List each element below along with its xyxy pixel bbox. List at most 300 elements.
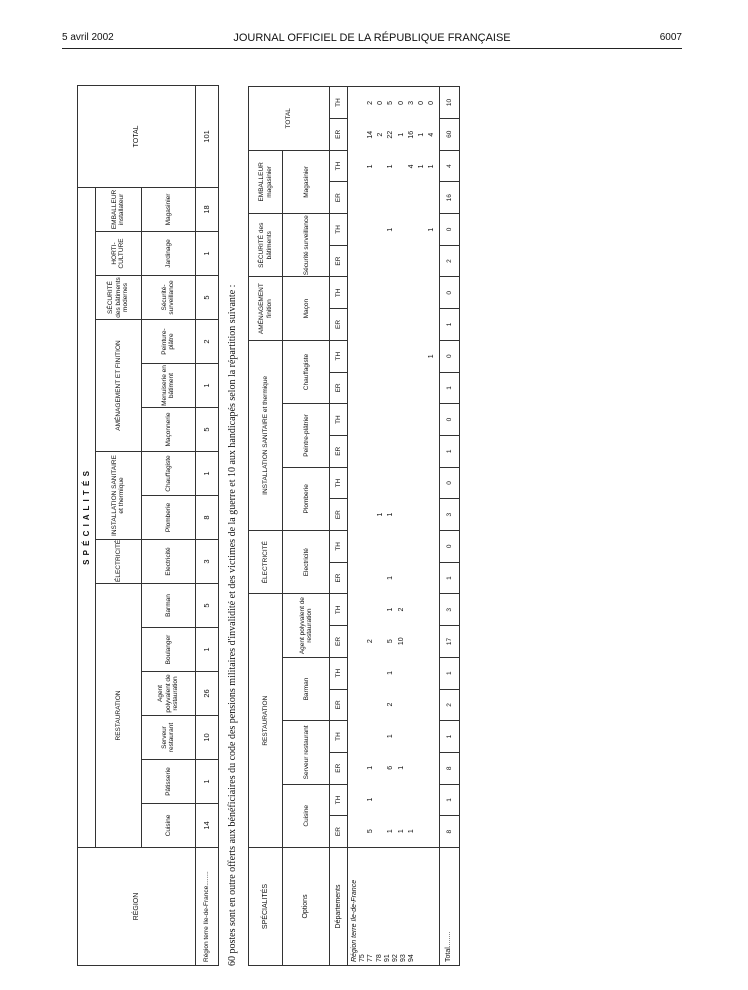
region-label: Région terre Ile-de-France xyxy=(351,879,359,962)
cell: 4 xyxy=(407,164,415,169)
cell xyxy=(386,530,396,562)
cell xyxy=(376,594,386,626)
cell: 1 xyxy=(407,829,415,834)
er-header: ER xyxy=(330,689,348,721)
cell: 14 xyxy=(367,130,375,139)
cell xyxy=(427,752,437,784)
cell xyxy=(397,277,407,309)
cell xyxy=(417,467,427,499)
cell xyxy=(386,277,396,309)
cell xyxy=(407,657,417,689)
cell xyxy=(376,625,386,657)
cell: 22 xyxy=(387,130,395,139)
cell: 0 xyxy=(417,100,425,105)
dept-92: 92 xyxy=(391,954,399,962)
er-header: ER xyxy=(330,499,348,531)
group-header: ÉLECTRICITÉ xyxy=(96,540,141,584)
cell xyxy=(427,499,437,531)
cell xyxy=(397,689,407,721)
group-header: AMÉNAGEMENT finition xyxy=(249,277,283,340)
option-header: Maçon xyxy=(283,277,330,340)
cell xyxy=(366,435,376,467)
cell xyxy=(366,720,376,752)
group-header: SÉCURITÉ des bâtiments xyxy=(249,214,283,277)
cell xyxy=(407,182,417,214)
option-header: Electricité xyxy=(141,540,196,584)
er-header: ER xyxy=(330,309,348,341)
total-row xyxy=(439,87,459,966)
er-header: ER xyxy=(330,435,348,467)
th-header: TH xyxy=(330,784,348,816)
cell xyxy=(386,784,396,816)
cell xyxy=(407,752,417,784)
er-header: ER xyxy=(330,626,348,658)
cell: 2 xyxy=(377,132,385,137)
cell xyxy=(376,720,386,752)
er-header: ER xyxy=(330,372,348,404)
intro-sentence xyxy=(226,86,240,966)
cell: 1 xyxy=(417,132,425,137)
table-cell: 26 xyxy=(196,672,219,716)
er-header: ER xyxy=(330,816,348,848)
th-header: TH xyxy=(330,214,348,246)
option-header: Boulanger xyxy=(141,628,196,672)
th-header: TH xyxy=(330,277,348,309)
group-header: ÉLECTRICITÉ xyxy=(249,530,283,593)
option-header: Jardinage xyxy=(141,232,196,276)
cell xyxy=(407,594,417,626)
cell xyxy=(417,246,427,278)
er-header: ER xyxy=(330,182,348,214)
th-header: TH xyxy=(330,657,348,689)
cell xyxy=(417,784,427,816)
table-cell: 2 xyxy=(196,320,219,364)
option-header: Cuisine xyxy=(141,804,196,848)
option-header: Agent polyvalent de restauration xyxy=(283,594,330,657)
department-list xyxy=(348,847,439,965)
cell xyxy=(427,815,437,847)
total-cell: 1 xyxy=(439,309,459,341)
cell: 1 xyxy=(387,734,395,739)
cell: 1 xyxy=(367,797,375,802)
cell xyxy=(407,562,417,594)
cell xyxy=(417,340,427,372)
dept-94: 94 xyxy=(407,954,415,962)
cell: 10 xyxy=(397,637,405,646)
cell: 0 xyxy=(397,100,405,105)
cell xyxy=(397,309,407,341)
cell xyxy=(427,689,437,721)
cell xyxy=(397,499,407,531)
row-77 xyxy=(376,87,386,847)
cell: 1 xyxy=(427,227,435,232)
cell xyxy=(407,277,417,309)
cell: 2 xyxy=(367,100,375,105)
th-header: TH xyxy=(330,340,348,372)
cell xyxy=(366,467,376,499)
cell: 1 xyxy=(397,765,405,770)
total-cell: 3 xyxy=(439,594,459,626)
option-header: Sécurité-surveillance xyxy=(141,276,196,320)
cell xyxy=(417,530,427,562)
total-cell: 0 xyxy=(439,277,459,309)
cell xyxy=(417,815,427,847)
cell xyxy=(366,309,376,341)
total-cell: 16 xyxy=(439,182,459,214)
cell: 1 xyxy=(387,607,395,612)
cell xyxy=(376,752,386,784)
cell xyxy=(376,784,386,816)
cell xyxy=(427,530,437,562)
publication-date: 5 avril 2002 xyxy=(62,32,114,43)
option-header: Peinture-plâtre xyxy=(141,320,196,364)
total-cell: 1 xyxy=(439,721,459,753)
cell xyxy=(427,657,437,689)
cell xyxy=(366,657,376,689)
cell xyxy=(427,625,437,657)
group-header: RESTAURATION xyxy=(96,584,141,848)
cell xyxy=(366,246,376,278)
option-header: Serveur restaurant xyxy=(283,721,330,784)
table-cell: 1 xyxy=(196,452,219,496)
cell xyxy=(397,404,407,436)
cell: 4 xyxy=(427,132,435,137)
cell xyxy=(376,246,386,278)
total-cell: 1 xyxy=(439,562,459,594)
total-cell: 17 xyxy=(439,626,459,658)
cell xyxy=(366,530,376,562)
option-header: Cuisine xyxy=(283,784,330,847)
th-header: TH xyxy=(330,87,348,119)
cell: 2 xyxy=(367,639,375,644)
cell xyxy=(417,720,427,752)
cell xyxy=(386,435,396,467)
group-header: HORTI-CULTURE xyxy=(96,232,141,276)
cell xyxy=(427,562,437,594)
total-label: Total........ xyxy=(439,847,459,965)
option-header: Magasinier xyxy=(283,150,330,213)
cell xyxy=(417,594,427,626)
cell xyxy=(376,309,386,341)
cell: 1 xyxy=(387,512,395,517)
option-header: Plomberie xyxy=(283,467,330,530)
cell: 16 xyxy=(407,130,415,139)
table-cell: 1 xyxy=(196,628,219,672)
cell xyxy=(427,372,437,404)
cell xyxy=(376,530,386,562)
cell xyxy=(407,499,417,531)
cell xyxy=(397,182,407,214)
option-header: Electricité xyxy=(283,530,330,593)
cell xyxy=(386,340,396,372)
total-header: TOTAL xyxy=(249,87,330,151)
option-header: Agent polyvalent de restauration xyxy=(141,672,196,716)
cell xyxy=(376,562,386,594)
cell: 1 xyxy=(397,132,405,137)
th-header: TH xyxy=(330,530,348,562)
table-row xyxy=(348,87,439,966)
option-header: Menuiserie en bâtiment xyxy=(141,364,196,408)
cell xyxy=(427,246,437,278)
cell xyxy=(366,214,376,246)
group-header: AMÉNAGEMENT ET FINITION xyxy=(96,320,141,452)
cell xyxy=(376,657,386,689)
cell xyxy=(407,689,417,721)
option-header: Chauffagiste xyxy=(283,340,330,403)
cell xyxy=(417,404,427,436)
er-header: ER xyxy=(330,562,348,594)
table-cell: 8 xyxy=(196,496,219,540)
cell xyxy=(366,182,376,214)
data-block xyxy=(348,87,439,848)
cell xyxy=(366,499,376,531)
group-header: INSTALLATION SANITAIRE et thermique xyxy=(249,340,283,530)
cell: 1 xyxy=(387,227,395,232)
cell xyxy=(366,340,376,372)
cell xyxy=(407,530,417,562)
cell xyxy=(417,625,427,657)
cell xyxy=(417,752,427,784)
er-header: ER xyxy=(330,752,348,784)
total-cell: 1 xyxy=(439,435,459,467)
cell xyxy=(417,309,427,341)
dept-91: 91 xyxy=(383,954,391,962)
cell xyxy=(376,340,386,372)
total-cell: 2 xyxy=(439,689,459,721)
er-header: ER xyxy=(330,118,348,150)
cell xyxy=(397,784,407,816)
cell xyxy=(366,372,376,404)
row-label: Région terre Ile-de-France........ xyxy=(196,848,219,966)
cell: 1 xyxy=(417,164,425,169)
cell xyxy=(376,435,386,467)
cell xyxy=(427,277,437,309)
cell xyxy=(407,372,417,404)
cell: 1 xyxy=(387,164,395,169)
cell xyxy=(407,246,417,278)
cell xyxy=(397,657,407,689)
cell xyxy=(407,404,417,436)
page-header xyxy=(62,32,682,48)
th-header: TH xyxy=(330,721,348,753)
cell: 0 xyxy=(427,100,435,105)
table-cell: 1 xyxy=(196,364,219,408)
cell xyxy=(397,720,407,752)
cell xyxy=(427,594,437,626)
total-cell: 10 xyxy=(439,87,459,119)
cell xyxy=(397,246,407,278)
cell: 1 xyxy=(387,829,395,834)
option-header: Peintre-plâtrier xyxy=(283,404,330,467)
option-header: Barman xyxy=(141,584,196,628)
total-cell: 101 xyxy=(196,85,219,187)
group-header: EMBALLEUR installateur xyxy=(96,187,141,231)
row-94 xyxy=(427,87,437,847)
cell xyxy=(366,277,376,309)
total-cell: 8 xyxy=(439,752,459,784)
row-91 xyxy=(397,87,407,847)
th-header: TH xyxy=(330,594,348,626)
option-header: Chauffagiste xyxy=(141,452,196,496)
cell xyxy=(376,467,386,499)
table-cell: 1 xyxy=(196,232,219,276)
cell xyxy=(417,277,427,309)
cell: 6 xyxy=(387,765,395,770)
cell: 5 xyxy=(367,829,375,834)
option-header: Maçonnerie xyxy=(141,408,196,452)
total-cell: 0 xyxy=(439,467,459,499)
cell xyxy=(407,214,417,246)
cell xyxy=(376,277,386,309)
option-header: Magasinier xyxy=(141,187,196,231)
cell xyxy=(366,594,376,626)
journal-title: JOURNAL OFFICIEL DE LA RÉPUBLIQUE FRANÇAISE xyxy=(233,32,511,44)
cell xyxy=(366,689,376,721)
table-cell: 5 xyxy=(196,408,219,452)
cell xyxy=(397,340,407,372)
th-header: TH xyxy=(330,467,348,499)
cell xyxy=(386,467,396,499)
option-header: Serveur restaurant xyxy=(141,716,196,760)
row-78 xyxy=(386,87,396,847)
cell xyxy=(417,372,427,404)
cell: 0 xyxy=(377,100,385,105)
cell xyxy=(417,435,427,467)
specialites-label: SPÉCIALITÉS xyxy=(249,847,283,965)
cell xyxy=(386,372,396,404)
cell xyxy=(397,372,407,404)
cell xyxy=(427,435,437,467)
option-header: Barman xyxy=(283,657,330,720)
cell xyxy=(427,720,437,752)
option-header: Pâtisserie xyxy=(141,760,196,804)
cell xyxy=(397,530,407,562)
row-92 xyxy=(407,87,417,847)
cell xyxy=(386,182,396,214)
total-cell: 0 xyxy=(439,214,459,246)
cell xyxy=(376,151,386,183)
total-cell: 0 xyxy=(439,340,459,372)
dept-93: 93 xyxy=(399,954,407,962)
total-cell: 1 xyxy=(439,784,459,816)
region-header: RÉGION xyxy=(78,848,196,966)
total-cell: 8 xyxy=(439,816,459,848)
cell xyxy=(407,625,417,657)
departements-label: Départements xyxy=(330,847,348,965)
cell xyxy=(427,309,437,341)
group-header: EMBALLEUR magasinier xyxy=(249,150,283,213)
cell xyxy=(407,340,417,372)
header-rule xyxy=(62,48,682,49)
cell xyxy=(417,657,427,689)
total-cell: 2 xyxy=(439,245,459,277)
table-cell: 14 xyxy=(196,804,219,848)
cell: 1 xyxy=(387,670,395,675)
cell xyxy=(397,151,407,183)
group-header: INSTALLATION SANITAIRE et thermique xyxy=(96,452,141,540)
cell xyxy=(397,435,407,467)
cell xyxy=(407,435,417,467)
cell xyxy=(376,372,386,404)
dept-75: 75 xyxy=(359,954,367,962)
row-93 xyxy=(417,87,427,847)
cell: 1 xyxy=(377,512,385,517)
cell: 1 xyxy=(427,354,435,359)
cell xyxy=(417,689,427,721)
cell xyxy=(407,720,417,752)
cell: 1 xyxy=(427,164,435,169)
total-cell: 60 xyxy=(439,118,459,150)
cell xyxy=(386,246,396,278)
cell xyxy=(366,404,376,436)
row-75 xyxy=(366,87,376,847)
cell xyxy=(427,404,437,436)
th-header: TH xyxy=(330,150,348,182)
group-header: SÉCURITÉ des bâtiments modernes xyxy=(96,276,141,320)
cell xyxy=(407,309,417,341)
cell xyxy=(386,309,396,341)
cell: 1 xyxy=(367,164,375,169)
cell xyxy=(417,499,427,531)
total-cell: 4 xyxy=(439,150,459,182)
cell xyxy=(386,404,396,436)
cell: 1 xyxy=(387,575,395,580)
total-header: TOTAL xyxy=(78,85,196,187)
cell xyxy=(417,562,427,594)
handicap-table xyxy=(248,86,460,966)
total-cell: 1 xyxy=(439,372,459,404)
cell xyxy=(427,182,437,214)
table-cell: 18 xyxy=(196,187,219,231)
table-cell: 5 xyxy=(196,276,219,320)
table-cell: 3 xyxy=(196,540,219,584)
page-number: 6007 xyxy=(659,32,682,43)
group-header: RESTAURATION xyxy=(249,594,283,848)
cell xyxy=(417,214,427,246)
cell: 5 xyxy=(387,100,395,105)
cell: 2 xyxy=(397,607,405,612)
dept-77: 77 xyxy=(367,954,375,962)
er-header: ER xyxy=(330,245,348,277)
sentence-text: 60 postes sont en outre offerts aux bénéficiaires du code des pensions militaires d'invalidité et des victimes de la guerre et 10 aux handicapés selon la répartition suivante : xyxy=(227,284,238,966)
total-cell: 0 xyxy=(439,404,459,436)
cell xyxy=(427,467,437,499)
cell xyxy=(427,784,437,816)
dept-78: 78 xyxy=(375,954,383,962)
total-cell: 1 xyxy=(439,657,459,689)
cell xyxy=(366,562,376,594)
table-cell: 1 xyxy=(196,760,219,804)
table-row xyxy=(196,85,219,965)
option-header: Sécurité surveillance xyxy=(283,214,330,277)
table-cell: 10 xyxy=(196,716,219,760)
cell xyxy=(376,689,386,721)
cell: 1 xyxy=(397,829,405,834)
cell xyxy=(397,562,407,594)
cell xyxy=(407,784,417,816)
cell xyxy=(376,815,386,847)
total-cell: 3 xyxy=(439,499,459,531)
option-header: Plomberie xyxy=(141,496,196,540)
cell: 3 xyxy=(407,100,415,105)
cell xyxy=(417,182,427,214)
options-label: Options xyxy=(283,847,330,965)
cell: 2 xyxy=(387,702,395,707)
table-cell: 5 xyxy=(196,584,219,628)
cell: 5 xyxy=(387,639,395,644)
cell: 1 xyxy=(367,765,375,770)
cell xyxy=(397,467,407,499)
